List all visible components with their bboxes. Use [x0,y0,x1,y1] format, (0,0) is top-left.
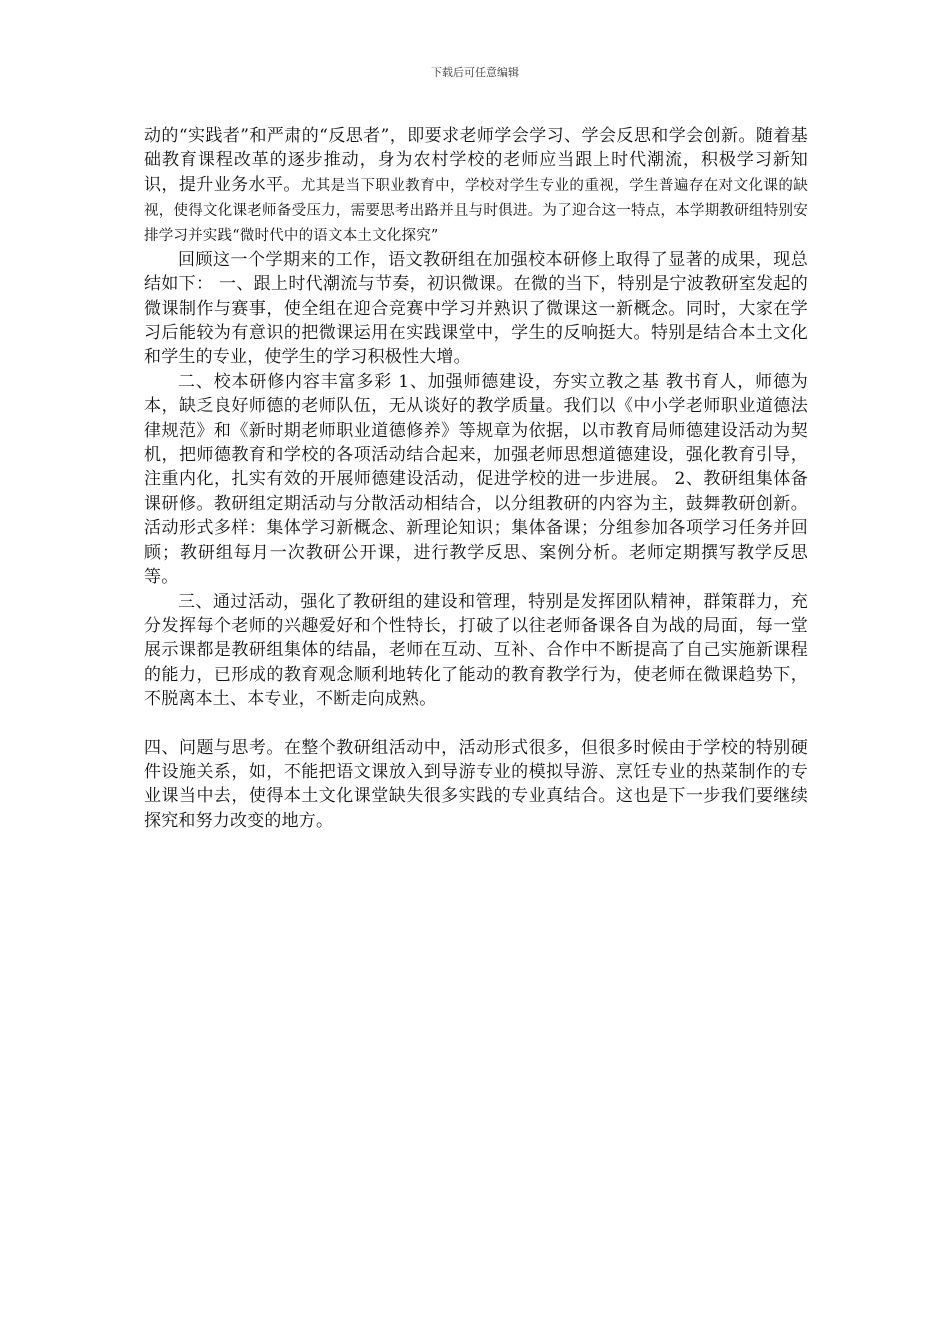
paragraph-1 [144,124,808,248]
paragraph-3: 二、校本研修内容丰富多彩 1、加强师德建设，夯实立教之基 教书育人，师德为本，缺乏良好师德的老师队伍，无从谈好的教学质量。我们以《中小学老师职业道德法律规范》和《新时期老师职业道德修养》等规章为依据，以市教育局师德建设活动为契机，把师德教育和学校的各项活动结合起来，加强老师思想道德建设，强化教育引导，注重内化，扎实有效的开展师德建设活动，促进学校的进一步进展。 2、教研组集体备课研修。教研组定期活动与分散活动相结合，以分组教研的内容为主，鼓舞教研创新。活动形式多样：集体学习新概念、新理论知识；集体备课；分组参加各项学习任务并回顾；教研组每月一次教研公开课，进行教学反思、案例分析。老师定期撰写教学反思等。 [144,371,808,588]
paragraph-5: 四、问题与思考。在整个教研组活动中，活动形式很多，但很多时候由于学校的特别硬件设施关系，如，不能把语文课放入到导游专业的模拟导游、烹饪专业的热菜制作的专业课当中去，使得本土文化课堂缺失很多实践的专业真结合。这也是下一步我们要继续探究和努力改变的地方。 [144,737,808,831]
paragraph-1-part-b: 尤其是当下职业教育中，学校对学生专业的重视，学生普遍存在对文化课的缺视，使得文化课老师备受压力，需要思考出路并且与时俱进。为了迎合这一特点，本学期教研组特别安排学习并实践“微时代中的语文本土文化探究” [144,177,808,244]
page-header: 下载后可任意编辑 [431,66,519,79]
document-body [144,124,808,833]
paragraph-1-part-a: 动的“实践者”和严肃的“反思者”，即要求老师学会学习、学会反思和学会创新。随着基础教育课程改革的逐步推动，身为农村学校的老师应当跟上时代潮流，积极学习新知识，提升业务水平。 [144,126,808,195]
paragraph-2: 回顾这一个学期来的工作，语文教研组在加强校本研修上取得了显著的成果，现总结如下： 一、跟上时代潮流与节奏，初识微课。在微的当下，特别是宁波教研室发起的微课制作与赛事，使全组在迎合竞赛中学习并熟识了微课这一新概念。同时，大家在学习后能较为有意识的把微课运用在实践课堂中，学生的反响挺大。特别是结合本土文化和学生的专业，使学生的学习积极性大增。 [144,249,808,368]
paragraph-4: 三、通过活动，强化了教研组的建设和管理，特别是发挥团队精神，群策群力，充分发挥每个老师的兴趣爱好和个性特长，打破了以往老师备课各自为战的局面，每一堂展示课都是教研组集体的结晶，老师在互动、互补、合作中不断提高了自己实施新课程的能力，已形成的教育观念顺利地转化了能动的教育教学行为，使老师在微课趋势下，不脱离本土、本专业，不断走向成熟。 [144,591,808,710]
